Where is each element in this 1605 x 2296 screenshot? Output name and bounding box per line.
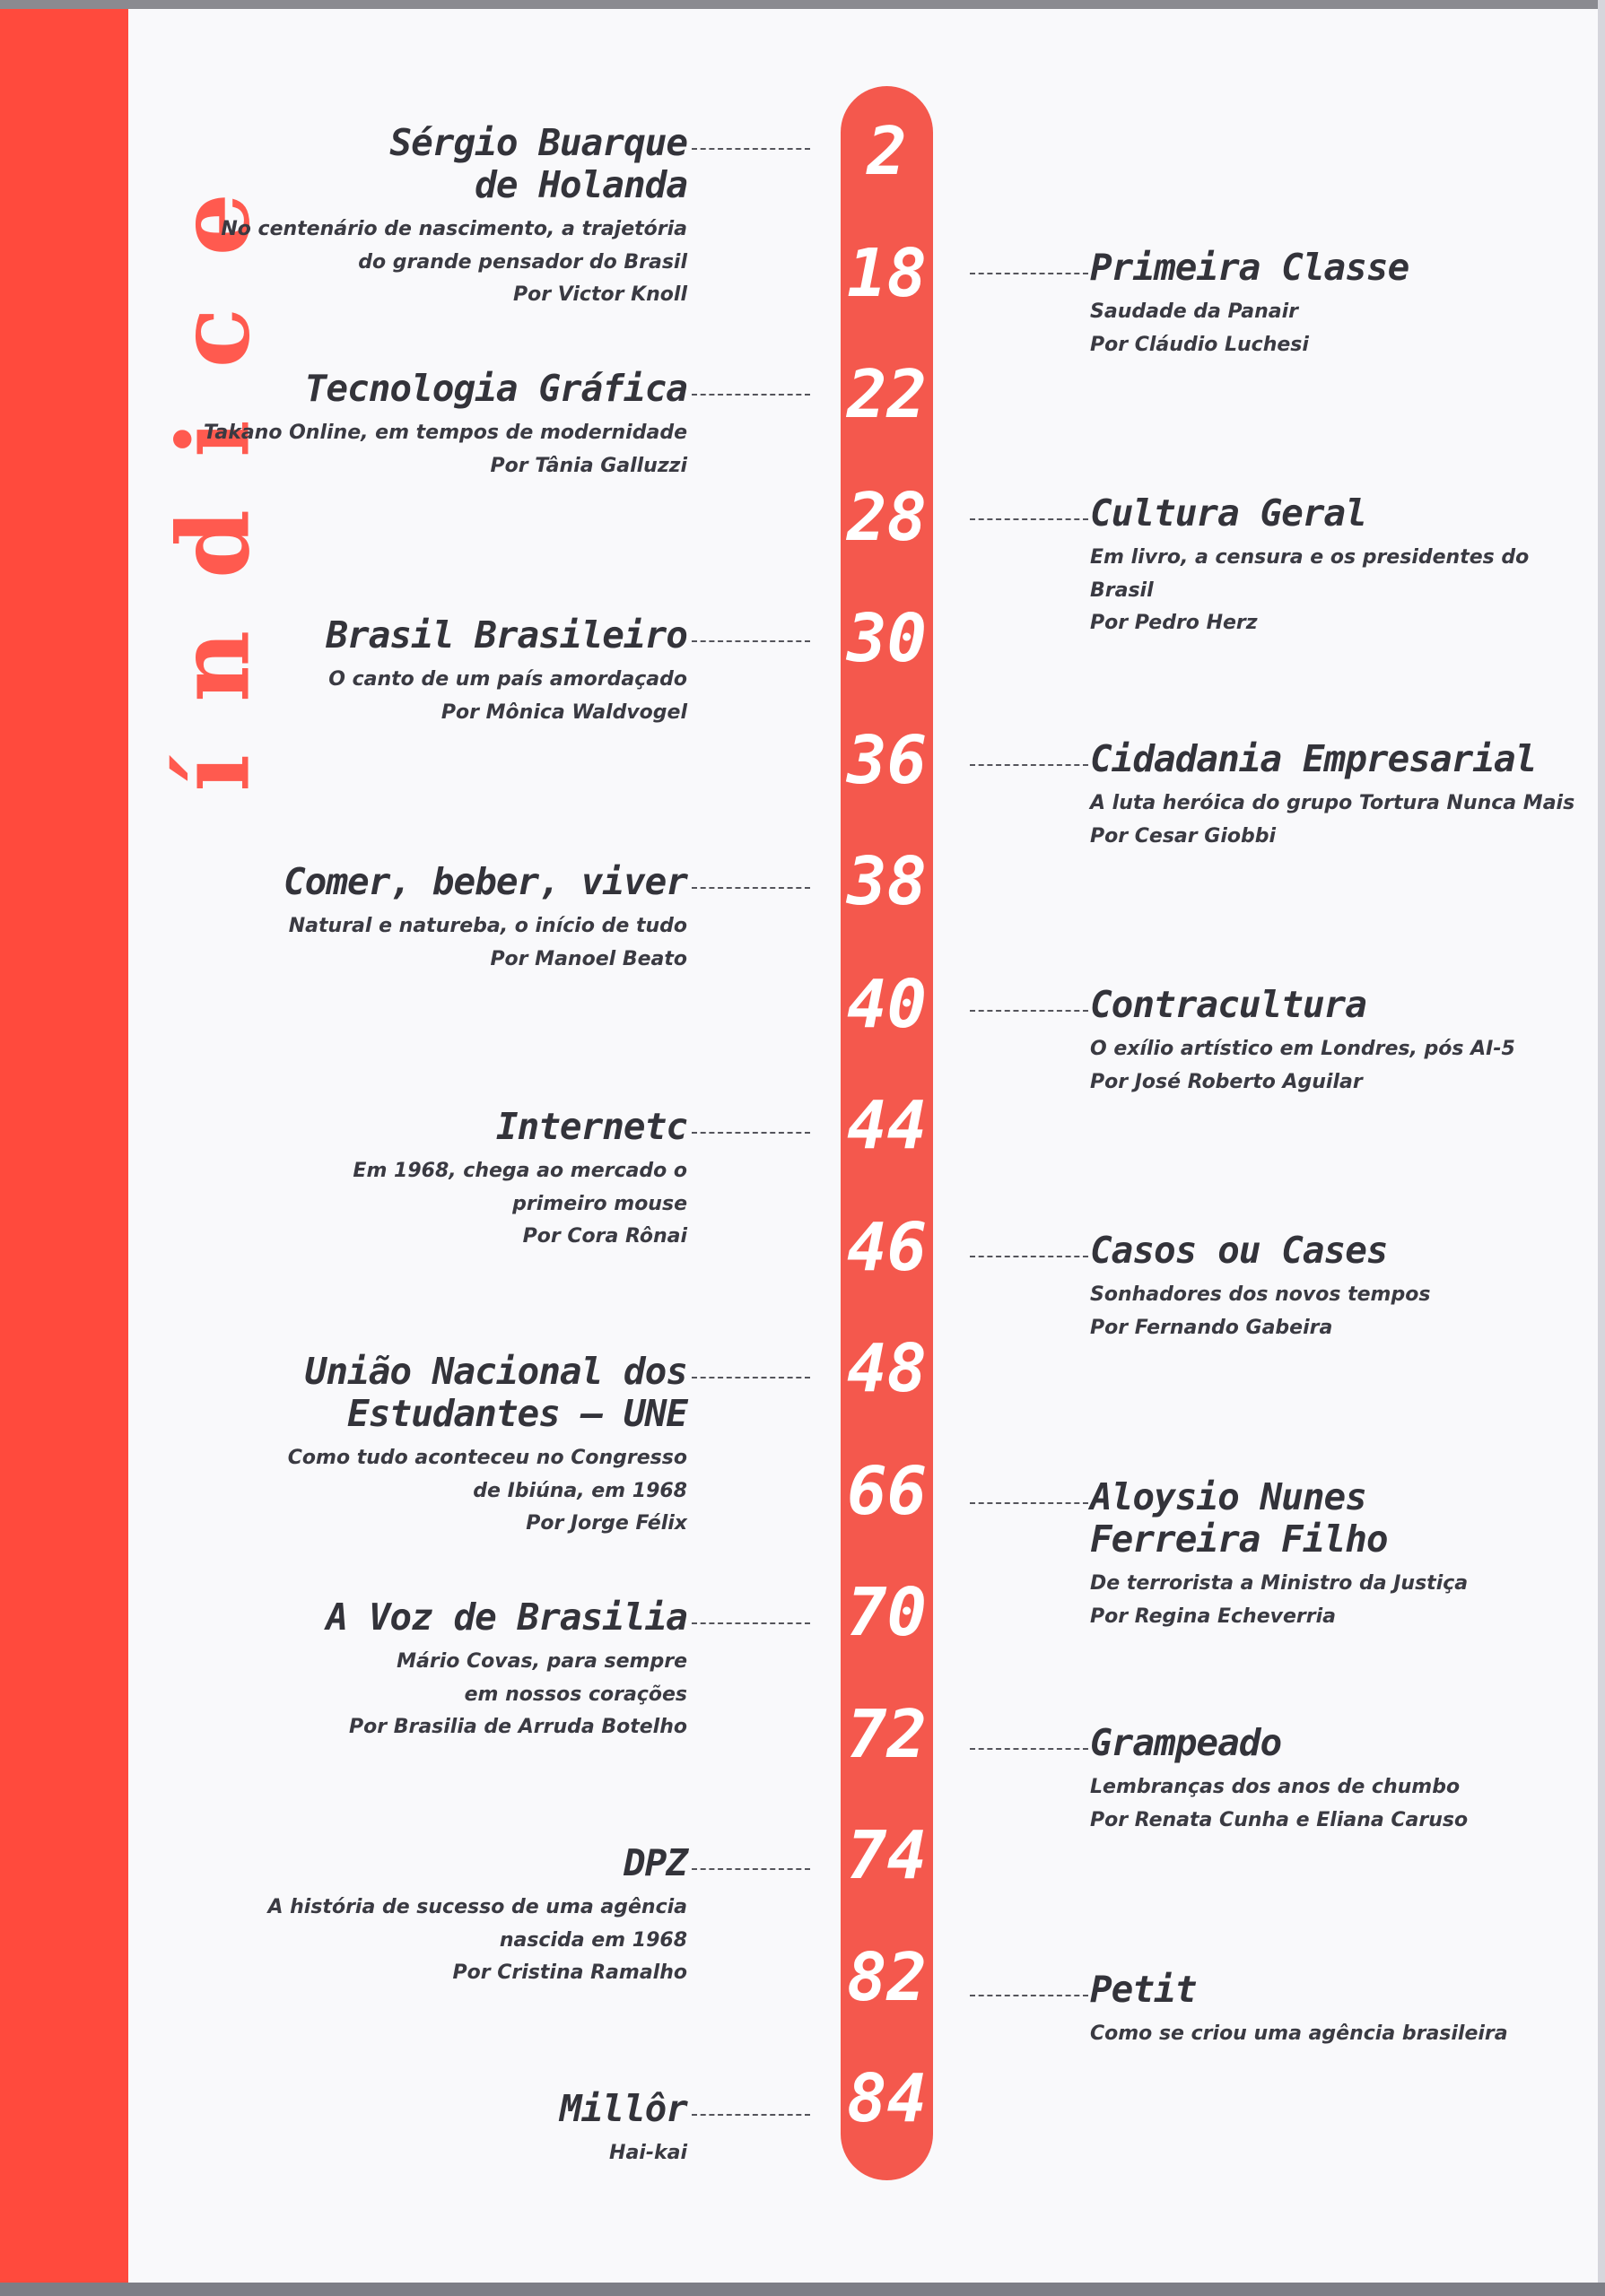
scan-edge-top: [0, 0, 1605, 9]
entry-title: Aloysio Nunes: [1090, 1475, 1366, 1518]
right-entry[interactable]: [1090, 247, 1592, 361]
entry-author: Por Pedro Herz: [1090, 612, 1258, 634]
right-entry[interactable]: [1090, 738, 1592, 853]
entry-title: Primeira Classe: [1090, 246, 1409, 289]
page-number: 44: [846, 1087, 928, 1164]
entry-subtitle: Como se criou uma agência brasileira: [1090, 2022, 1508, 2045]
entry-subtitle: A luta heróica do grupo Tortura Nunca Mais: [1090, 792, 1575, 814]
scan-edge-right: [1598, 0, 1605, 2296]
page-number: 84: [846, 2060, 928, 2137]
entry-title: Casos ou Cases: [1090, 1229, 1388, 1272]
entry-subtitle: No centenário de nascimento, a trajetória: [221, 218, 687, 240]
right-entry[interactable]: [1090, 984, 1592, 1099]
page-number: 66: [846, 1453, 928, 1530]
entry-subtitle: O canto de um país amordaçado: [328, 668, 687, 691]
dashed-leader: [970, 764, 1088, 766]
entry-subtitle: em nossos corações: [464, 1683, 687, 1706]
page-number: 2: [867, 113, 907, 190]
page-number: 46: [846, 1209, 928, 1286]
left-entry[interactable]: [113, 1106, 687, 1254]
entry-title: União Nacional dos: [304, 1350, 687, 1393]
entry-subtitle: O exílio artístico em Londres, pós AI-5: [1090, 1038, 1515, 1060]
page-number: 48: [846, 1330, 928, 1407]
entry-title: Brasil Brasileiro: [326, 613, 687, 657]
dashed-leader: [970, 1995, 1088, 1996]
scan-edge-bottom: [0, 2283, 1605, 2296]
dashed-leader: [970, 518, 1088, 520]
dashed-leader: [970, 273, 1088, 274]
entry-subtitle: nascida em 1968: [499, 1928, 687, 1952]
entry-title: A Voz de Brasilia: [326, 1596, 687, 1639]
page-number: 22: [846, 356, 928, 433]
entry-subtitle: do grande pensador do Brasil: [358, 250, 687, 274]
right-entry[interactable]: [1090, 492, 1592, 640]
left-entry[interactable]: [113, 861, 687, 976]
entry-author: Por Fernando Gabeira: [1090, 1316, 1333, 1339]
entry-title: Petit: [1090, 1968, 1197, 2011]
entry-author: Por Cláudio Luchesi: [1090, 333, 1309, 356]
entry-title: Comer, beber, viver: [283, 860, 687, 903]
page-number: 40: [846, 966, 928, 1043]
dashed-leader: [692, 394, 810, 396]
left-entry[interactable]: [113, 2088, 687, 2170]
entry-title: Cidadania Empresarial: [1090, 737, 1537, 780]
dashed-leader: [692, 2114, 810, 2116]
entry-author: Por Cesar Giobbi: [1090, 824, 1277, 848]
left-entry[interactable]: [113, 1596, 687, 1744]
entry-subtitle: Natural e natureba, o início de tudo: [288, 915, 687, 937]
entry-title: Contracultura: [1090, 983, 1366, 1026]
entry-author: Por Tânia Galluzzi: [490, 454, 687, 477]
left-entry[interactable]: [113, 368, 687, 483]
entry-author: Por Cristina Ramalho: [452, 1961, 687, 1984]
entry-title: Grampeado: [1090, 1721, 1282, 1764]
entry-subtitle: Em livro, a censura e os presidentes do Brasil: [1090, 546, 1530, 602]
entry-author: Por José Roberto Aguilar: [1090, 1070, 1363, 1093]
entry-author: Por Manoel Beato: [490, 947, 687, 970]
entry-author: Por Jorge Félix: [526, 1512, 687, 1535]
entry-subtitle: Saudade da Panair: [1090, 300, 1298, 323]
right-entry[interactable]: [1090, 1722, 1592, 1837]
page-number: 30: [846, 600, 928, 677]
right-entry[interactable]: [1090, 1969, 1592, 2051]
entry-title: Cultura Geral: [1090, 491, 1366, 535]
entry-author: Por Cora Rônai: [522, 1225, 687, 1248]
page-number: 38: [846, 843, 928, 920]
entry-subtitle: Hai-kai: [609, 2142, 687, 2164]
entry-title: Estudantes – UNE: [347, 1392, 687, 1435]
right-entry[interactable]: [1090, 1476, 1592, 1633]
entry-subtitle: A história de sucesso de uma agência: [267, 1896, 687, 1918]
dashed-leader: [692, 887, 810, 889]
left-entry[interactable]: [113, 122, 687, 312]
entry-subtitle: de Ibiúna, em 1968: [473, 1479, 687, 1502]
entry-subtitle: Sonhadores dos novos tempos: [1090, 1283, 1431, 1306]
entry-author: Por Mônica Waldvogel: [441, 700, 687, 724]
entry-title: Internetc: [495, 1105, 687, 1148]
page-number: 70: [846, 1574, 928, 1651]
left-entry[interactable]: [113, 1842, 687, 1990]
entry-title: de Holanda: [475, 163, 687, 206]
page-number: 18: [846, 235, 928, 312]
red-margin-strip: [0, 9, 128, 2283]
entry-title: Sérgio Buarque: [389, 121, 687, 164]
entry-subtitle: primeiro mouse: [512, 1192, 687, 1215]
entry-author: Por Renata Cunha e Eliana Caruso: [1090, 1808, 1469, 1831]
left-entry[interactable]: [113, 614, 687, 729]
dashed-leader: [970, 1748, 1088, 1750]
entry-subtitle: De terrorista a Ministro da Justiça: [1090, 1572, 1469, 1595]
entry-title: Ferreira Filho: [1090, 1518, 1388, 1561]
indice-heading-text: índice: [155, 141, 272, 792]
entry-title: DPZ: [623, 1841, 687, 1884]
dashed-leader: [970, 1502, 1088, 1504]
entry-title: Tecnologia Gráfica: [304, 367, 687, 410]
entry-subtitle: Como tudo aconteceu no Congresso: [287, 1447, 687, 1469]
dashed-leader: [692, 148, 810, 150]
dashed-leader: [970, 1010, 1088, 1012]
entry-author: Por Brasilia de Arruda Botelho: [348, 1716, 687, 1738]
entry-subtitle: Em 1968, chega ao mercado o: [353, 1160, 687, 1182]
page-number: 28: [846, 479, 928, 556]
page-number: 74: [846, 1817, 928, 1894]
entry-subtitle: Takano Online, em tempos de modernidade: [203, 422, 687, 444]
dashed-leader: [692, 1868, 810, 1870]
left-entry[interactable]: [113, 1351, 687, 1541]
dashed-leader: [692, 1132, 810, 1134]
entry-subtitle: Lembranças dos anos de chumbo: [1090, 1776, 1461, 1798]
entry-title: Millôr: [559, 2087, 687, 2130]
dashed-leader: [692, 640, 810, 642]
page-number: 36: [846, 722, 928, 799]
page-number: 82: [846, 1939, 928, 2016]
entry-subtitle: Mário Covas, para sempre: [397, 1650, 687, 1673]
dashed-leader: [970, 1256, 1088, 1257]
dashed-leader: [692, 1622, 810, 1624]
entry-author: Por Regina Echeverria: [1090, 1605, 1336, 1628]
page-number: 72: [846, 1696, 928, 1773]
right-entry[interactable]: [1090, 1230, 1592, 1344]
entry-author: Por Victor Knoll: [512, 283, 687, 306]
dashed-leader: [692, 1377, 810, 1378]
